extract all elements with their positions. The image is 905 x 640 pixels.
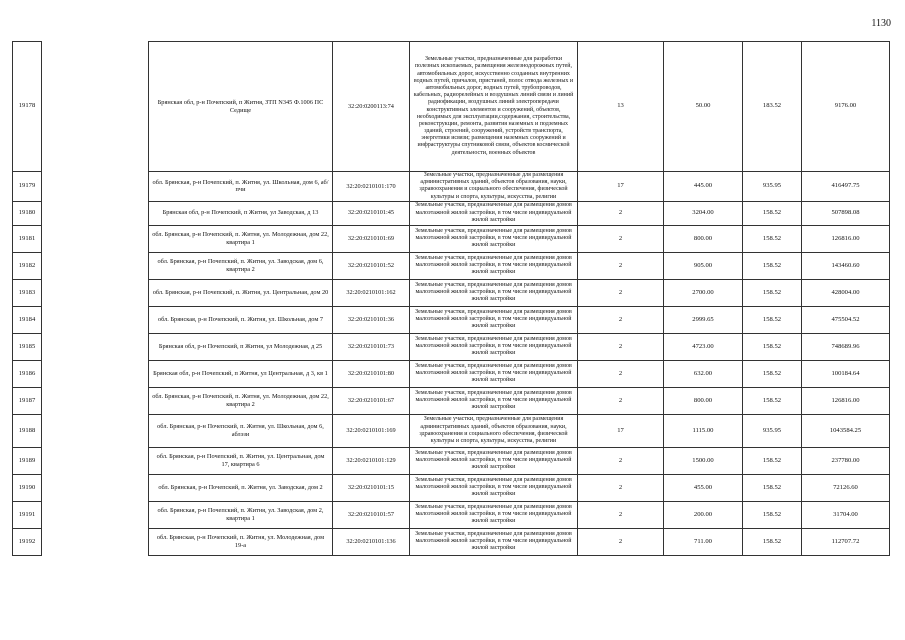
- area-cell: 711.00: [664, 528, 743, 555]
- land-use-cell: Земельные участки, предназначенные для размещения домов малоэтажной жилой застройки, в том числе индивидуальной жилой застройки: [410, 279, 578, 306]
- unit-value-cell: 935.95: [743, 172, 802, 202]
- spacer-cell: [42, 252, 149, 279]
- address-cell: обл. Брянская, р-н Почепский, п. Житня, ул. Центральная, дом 17, квартира 6: [149, 447, 333, 474]
- land-use-cell: Земельные участки, предназначенные для разработки полезных ископаемых, размещения железнодорожных путей, автомобильных дорог, искусственно созданных внутренних водных путей, причалов, пристаней, полос отвода железных и автомобильных дорог, водных путей, трубопроводов, кабельных, радиорелейных и воздушных линий связи и линий радиофикации, воздушных линий электропередачи конструктивных элементов и сооружений, объектов, необходимых для эксплуатации,содержания, строительства, реконструкции, ремонта, развития наземных и подземных зданий, строений, сооружений, устройств транспорта, энергетики исвязи; размещения наземных сооружений и инфраструктуры спутниковой связи, объектов космической деятельности, военных объектов: [410, 42, 578, 172]
- cadastral-number-cell: 32:20:0200113:74: [333, 42, 410, 172]
- use-code-cell: 17: [578, 414, 664, 447]
- use-code-cell: 2: [578, 225, 664, 252]
- use-code-cell: 2: [578, 333, 664, 360]
- land-use-cell: Земельные участки, предназначенные для размещения домов малоэтажной жилой застройки, в том числе индивидуальной жилой застройки: [410, 387, 578, 414]
- table-row: [13, 528, 890, 555]
- cadastral-value-cell: 507898.08: [802, 201, 890, 225]
- table-row: [13, 306, 890, 333]
- spacer-cell: [42, 414, 149, 447]
- use-code-cell: 2: [578, 279, 664, 306]
- cadastral-number-cell: 32:20:0210101:80: [333, 360, 410, 387]
- row-number-cell: 19179: [13, 172, 42, 202]
- address-cell: обл. Брянская, р-н Почепский, п. Житня, ул. Центральная, дом 20: [149, 279, 333, 306]
- address-cell: обл. Брянская, р-н Почепский, п. Житня, ул. Школьная, дом 7: [149, 306, 333, 333]
- unit-value-cell: 158.52: [743, 279, 802, 306]
- cadastral-number-cell: 32:20:0210101:129: [333, 447, 410, 474]
- cadastral-number-cell: 32:20:0210101:45: [333, 201, 410, 225]
- area-cell: 2999.65: [664, 306, 743, 333]
- land-use-cell: Земельные участки, предназначенные для размещения домов малоэтажной жилой застройки, в том числе индивидуальной жилой застройки: [410, 447, 578, 474]
- spacer-cell: [42, 528, 149, 555]
- row-number-cell: 19190: [13, 474, 42, 501]
- land-use-cell: Земельные участки, предназначенные для размещения домов малоэтажной жилой застройки, в том числе индивидуальной жилой застройки: [410, 528, 578, 555]
- use-code-cell: 2: [578, 528, 664, 555]
- cadastral-number-cell: 32:20:0210101:67: [333, 387, 410, 414]
- cadastral-value-cell: 72126.60: [802, 474, 890, 501]
- address-cell: обл. Брянская, р-н Почепский, п. Житня, ул. Заводская, дом 2, квартира 1: [149, 501, 333, 528]
- use-code-cell: 13: [578, 42, 664, 172]
- spacer-cell: [42, 225, 149, 252]
- address-cell: Брянская обл, р-н Почепский, п Житня, ул Центральная, д 3, кв 1: [149, 360, 333, 387]
- unit-value-cell: 935.95: [743, 414, 802, 447]
- cadastral-number-cell: 32:20:0210101:69: [333, 225, 410, 252]
- cadastral-value-cell: 112707.72: [802, 528, 890, 555]
- spacer-cell: [42, 387, 149, 414]
- cadastral-number-cell: 32:20:0210101:15: [333, 474, 410, 501]
- table-row: [13, 474, 890, 501]
- row-number-cell: 19182: [13, 252, 42, 279]
- area-cell: 1500.00: [664, 447, 743, 474]
- address-cell: обл. Брянская, р-н Почепский, п. Житня, ул. Заводская, дом 6, квартира 2: [149, 252, 333, 279]
- cadastral-number-cell: 32:20:0210101:52: [333, 252, 410, 279]
- row-number-cell: 19191: [13, 501, 42, 528]
- use-code-cell: 2: [578, 501, 664, 528]
- land-use-cell: Земельные участки, предназначенные для размещения домов малоэтажной жилой застройки, в том числе индивидуальной жилой застройки: [410, 474, 578, 501]
- cadastral-number-cell: 32:20:0210101:36: [333, 306, 410, 333]
- area-cell: 632.00: [664, 360, 743, 387]
- row-number-cell: 19184: [13, 306, 42, 333]
- cadastral-value-cell: 475504.52: [802, 306, 890, 333]
- area-cell: 800.00: [664, 387, 743, 414]
- table-row: [13, 252, 890, 279]
- area-cell: 2700.00: [664, 279, 743, 306]
- cadastral-value-cell: 9176.00: [802, 42, 890, 172]
- land-use-cell: Земельные участки, предназначенные для размещения домов малоэтажной жилой застройки, в том числе индивидуальной жилой застройки: [410, 360, 578, 387]
- land-register-table: [12, 41, 890, 556]
- cadastral-value-cell: 31704.00: [802, 501, 890, 528]
- table-row: [13, 225, 890, 252]
- address-cell: обл. Брянская, р-н Почепский, п. Житня, ул. Молодежная, дом 22, квартира 1: [149, 225, 333, 252]
- spacer-cell: [42, 201, 149, 225]
- table-row: [13, 279, 890, 306]
- address-cell: Брянская обл, р-н Почепский, п Житня, ул Заводская, д 13: [149, 201, 333, 225]
- unit-value-cell: 158.52: [743, 201, 802, 225]
- address-cell: обл. Брянская, р-н Почепский, п. Житня, ул. Заводская, дом 2: [149, 474, 333, 501]
- area-cell: 1115.00: [664, 414, 743, 447]
- address-cell: обл. Брянская, р-н Почепский, п. Житня, ул. Молодежная, дом 19-а: [149, 528, 333, 555]
- area-cell: 50.00: [664, 42, 743, 172]
- cadastral-number-cell: 32:20:0210101:73: [333, 333, 410, 360]
- land-use-cell: Земельные участки, предназначенные для размещения домов малоэтажной жилой застройки, в том числе индивидуальной жилой застройки: [410, 501, 578, 528]
- row-number-cell: 19186: [13, 360, 42, 387]
- spacer-cell: [42, 447, 149, 474]
- land-use-cell: Земельные участки, предназначенные для размещения домов малоэтажной жилой застройки, в том числе индивидуальной жилой застройки: [410, 225, 578, 252]
- cadastral-value-cell: 126816.00: [802, 387, 890, 414]
- address-cell: обл. Брянская, р-н Почепский, п. Житня, ул. Молодежная, дом 22, квартира 2: [149, 387, 333, 414]
- table-row: [13, 387, 890, 414]
- page-number: 1130: [871, 18, 891, 29]
- unit-value-cell: 158.52: [743, 225, 802, 252]
- address-cell: Брянская обл, р-н Почепский, п Житня, ЗТП N345 Ф.1006 ПС Седище: [149, 42, 333, 172]
- table-row: [13, 172, 890, 202]
- area-cell: 3204.00: [664, 201, 743, 225]
- cadastral-number-cell: 32:20:0210101:169: [333, 414, 410, 447]
- use-code-cell: 2: [578, 447, 664, 474]
- table-row: [13, 333, 890, 360]
- row-number-cell: 19183: [13, 279, 42, 306]
- spacer-cell: [42, 360, 149, 387]
- land-use-cell: Земельные участки, предназначенные для размещения административных зданий, объектов образования, науки, здравоохранения и социального обеспечения, физической культуры и спорта, культуры, искусства, религии: [410, 172, 578, 202]
- spacer-cell: [42, 333, 149, 360]
- row-number-cell: 19187: [13, 387, 42, 414]
- land-use-cell: Земельные участки, предназначенные для размещения домов малоэтажной жилой застройки, в том числе индивидуальной жилой застройки: [410, 252, 578, 279]
- unit-value-cell: 158.52: [743, 474, 802, 501]
- unit-value-cell: 158.52: [743, 252, 802, 279]
- unit-value-cell: 158.52: [743, 387, 802, 414]
- table-row: [13, 414, 890, 447]
- row-number-cell: 19188: [13, 414, 42, 447]
- cadastral-value-cell: 428004.00: [802, 279, 890, 306]
- unit-value-cell: 158.52: [743, 306, 802, 333]
- address-cell: обл. Брянская, р-н Почепский, п. Житня, ул. Школьная, дом 6, аблэзи: [149, 414, 333, 447]
- table-row: [13, 201, 890, 225]
- use-code-cell: 2: [578, 474, 664, 501]
- area-cell: 800.00: [664, 225, 743, 252]
- cadastral-number-cell: 32:20:0210101:162: [333, 279, 410, 306]
- table-row: [13, 42, 890, 172]
- row-number-cell: 19192: [13, 528, 42, 555]
- spacer-cell: [42, 279, 149, 306]
- unit-value-cell: 158.52: [743, 447, 802, 474]
- use-code-cell: 17: [578, 172, 664, 202]
- table-row: [13, 447, 890, 474]
- area-cell: 455.00: [664, 474, 743, 501]
- spacer-cell: [42, 42, 149, 172]
- row-number-cell: 19181: [13, 225, 42, 252]
- land-use-cell: Земельные участки, предназначенные для размещения домов малоэтажной жилой застройки, в том числе индивидуальной жилой застройки: [410, 306, 578, 333]
- address-cell: Брянская обл, р-н Почепский, п Житня, ул Молодежная, д 25: [149, 333, 333, 360]
- area-cell: 445.00: [664, 172, 743, 202]
- table-row: [13, 501, 890, 528]
- cadastral-value-cell: 100184.64: [802, 360, 890, 387]
- table-row: [13, 360, 890, 387]
- cadastral-value-cell: 1043584.25: [802, 414, 890, 447]
- cadastral-value-cell: 748689.96: [802, 333, 890, 360]
- cadastral-value-cell: 126816.00: [802, 225, 890, 252]
- area-cell: 4723.00: [664, 333, 743, 360]
- spacer-cell: [42, 306, 149, 333]
- unit-value-cell: 158.52: [743, 501, 802, 528]
- use-code-cell: 2: [578, 201, 664, 225]
- unit-value-cell: 158.52: [743, 360, 802, 387]
- area-cell: 200.00: [664, 501, 743, 528]
- row-number-cell: 19180: [13, 201, 42, 225]
- cadastral-number-cell: 32:20:0210101:57: [333, 501, 410, 528]
- row-number-cell: 19178: [13, 42, 42, 172]
- land-use-cell: Земельные участки, предназначенные для размещения административных зданий, объектов образования, науки, здравоохранения и социального обеспечения, физической культуры и спорта, культуры, искусства, религии: [410, 414, 578, 447]
- unit-value-cell: 158.52: [743, 528, 802, 555]
- use-code-cell: 2: [578, 306, 664, 333]
- unit-value-cell: 158.52: [743, 333, 802, 360]
- row-number-cell: 19185: [13, 333, 42, 360]
- use-code-cell: 2: [578, 387, 664, 414]
- cadastral-value-cell: 416497.75: [802, 172, 890, 202]
- use-code-cell: 2: [578, 252, 664, 279]
- use-code-cell: 2: [578, 360, 664, 387]
- spacer-cell: [42, 501, 149, 528]
- address-cell: обл. Брянская, р-н Почепский, п. Житня, ул. Школьная, дом 6, аб/пчи: [149, 172, 333, 202]
- cadastral-number-cell: 32:20:0210101:136: [333, 528, 410, 555]
- area-cell: 905.00: [664, 252, 743, 279]
- cadastral-value-cell: 143460.60: [802, 252, 890, 279]
- unit-value-cell: 183.52: [743, 42, 802, 172]
- cadastral-value-cell: 237780.00: [802, 447, 890, 474]
- spacer-cell: [42, 474, 149, 501]
- land-use-cell: Земельные участки, предназначенные для размещения домов малоэтажной жилой застройки, в том числе индивидуальной жилой застройки: [410, 333, 578, 360]
- row-number-cell: 19189: [13, 447, 42, 474]
- land-use-cell: Земельные участки, предназначенные для размещения домов малоэтажной жилой застройки, в том числе индивидуальной жилой застройки: [410, 201, 578, 225]
- spacer-cell: [42, 172, 149, 202]
- cadastral-number-cell: 32:20:0210101:170: [333, 172, 410, 202]
